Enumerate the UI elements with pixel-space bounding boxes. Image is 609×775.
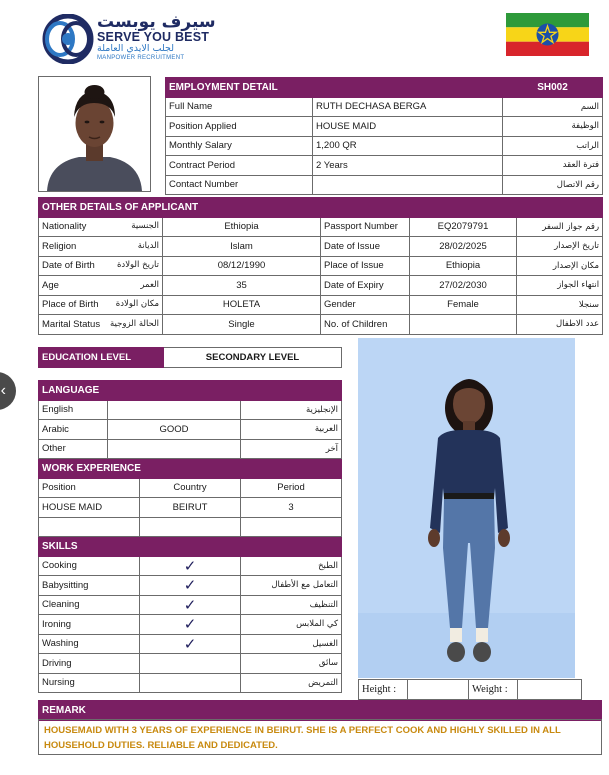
company-tagline-arabic: لجلب الايدي العاملة xyxy=(97,43,175,54)
column-header-country: Country xyxy=(140,478,241,498)
table-row xyxy=(39,673,342,693)
passport-number-value: EQ2079791 xyxy=(410,217,517,237)
work-position-cell xyxy=(39,517,140,537)
ethiopia-flag-icon xyxy=(506,13,589,56)
height-value xyxy=(408,680,469,700)
place-of-issue-value: Ethiopia xyxy=(410,256,517,276)
work-period-cell xyxy=(241,517,342,537)
table-row xyxy=(39,276,603,296)
date-of-birth-value: 08/12/1990 xyxy=(163,256,321,276)
education-level-value: SECONDARY LEVEL xyxy=(164,348,342,368)
company-logo xyxy=(40,14,96,64)
table-row xyxy=(39,498,342,518)
place-of-birth-value: HOLETA xyxy=(163,295,321,315)
field-label: Place of Issue xyxy=(321,256,410,276)
table-row xyxy=(39,517,342,537)
language-title: LANGUAGE xyxy=(39,381,342,401)
field-label: No. of Children xyxy=(321,315,410,335)
skill-label-arabic: التعامل مع الأطفال xyxy=(241,576,342,596)
gender-value: Female xyxy=(410,295,517,315)
position-value: HOUSE MAID xyxy=(313,117,503,137)
height-label: Height : xyxy=(359,680,408,700)
table-row xyxy=(39,295,603,315)
field-label-arabic: الديانة xyxy=(137,240,159,251)
field-label-arabic: العمر xyxy=(140,279,159,290)
table-row xyxy=(166,175,603,195)
field-label: Date of Issue xyxy=(321,237,410,257)
table-row xyxy=(39,400,342,420)
field-label-arabic: رقم جواز السفر xyxy=(517,217,603,237)
language-label: Arabic xyxy=(39,420,108,440)
table-row xyxy=(39,439,342,459)
weight-label: Weight : xyxy=(469,680,518,700)
work-country-cell: BEIRUT xyxy=(140,498,241,518)
salary-value: 1,200 QR xyxy=(313,136,503,156)
date-of-issue-value: 28/02/2025 xyxy=(410,237,517,257)
date-of-expiry-value: 27/02/2030 xyxy=(410,276,517,296)
language-label: English xyxy=(39,400,108,420)
language-label-arabic: آخر xyxy=(241,439,342,459)
field-label-arabic: مكان الإصدار xyxy=(517,256,603,276)
employment-detail-title: EMPLOYMENT DETAIL xyxy=(166,78,503,98)
skill-label-arabic: الغسيل xyxy=(241,634,342,654)
field-label-arabic: السم xyxy=(503,97,603,117)
table-row xyxy=(39,556,342,576)
remark-title: REMARK xyxy=(39,701,602,721)
field-label: Nationality xyxy=(42,221,87,233)
language-label: Other xyxy=(39,439,108,459)
checkmark-icon: ✓ xyxy=(183,596,197,614)
field-label-arabic: انتهاء الجواز xyxy=(517,276,603,296)
skill-check-empty xyxy=(140,673,241,693)
field-label-arabic: فترة العقد xyxy=(503,156,603,176)
work-period-cell: 3 xyxy=(241,498,342,518)
table-row xyxy=(39,217,603,237)
field-label: Date of Expiry xyxy=(321,276,410,296)
field-label: Date of Birth xyxy=(42,260,95,272)
age-value: 35 xyxy=(163,276,321,296)
skill-label: Babysitting xyxy=(39,576,140,596)
skill-label-arabic: التنظيف xyxy=(241,595,342,615)
company-name: SERVE YOU BEST xyxy=(97,30,210,44)
table-row xyxy=(39,634,342,654)
full-name-value: RUTH DECHASA BERGA xyxy=(313,97,503,117)
language-label-arabic: العربية xyxy=(241,420,342,440)
field-label: Passport Number xyxy=(321,217,410,237)
field-label: Age xyxy=(42,279,59,291)
field-label: Monthly Salary xyxy=(166,136,313,156)
work-experience-title: WORK EXPERIENCE xyxy=(39,459,342,479)
checkmark-icon: ✓ xyxy=(183,616,197,634)
applicant-code: SH002 xyxy=(503,78,603,98)
other-language-value xyxy=(108,439,241,459)
remark-text: HOUSEMAID WITH 3 YEARS OF EXPERIENCE IN BEIRUT. SHE IS A PERFECT COOK AND HIGHLY SKILLED IN ALL HOUSEHOLD DUTIES. RELIABLE AND DEDICATED. xyxy=(38,719,602,755)
field-label: Marital Status xyxy=(42,318,101,330)
skill-label-arabic: التمريض xyxy=(241,673,342,693)
nationality-value: Ethiopia xyxy=(163,217,321,237)
remark-header-table xyxy=(38,700,602,721)
table-row xyxy=(166,97,603,117)
skill-label: Cleaning xyxy=(39,595,140,615)
table-row xyxy=(166,136,603,156)
language-work-skills-table xyxy=(38,380,342,693)
company-name-arabic: سيرف يوبست xyxy=(97,12,216,32)
previous-page-button[interactable] xyxy=(0,372,16,410)
other-details-table xyxy=(38,197,603,335)
education-level-label: EDUCATION LEVEL xyxy=(39,348,164,368)
checkmark-icon: ✓ xyxy=(183,577,197,595)
table-row xyxy=(39,237,603,257)
field-label: Full Name xyxy=(166,97,313,117)
height-weight-table xyxy=(358,679,582,700)
checkmark-icon: ✓ xyxy=(183,635,197,653)
field-label: Contract Period xyxy=(166,156,313,176)
field-label-arabic: الجنسية xyxy=(131,221,159,232)
field-label: Religion xyxy=(42,240,77,252)
children-value xyxy=(410,315,517,335)
field-label: Position Applied xyxy=(166,117,313,137)
field-label-arabic: الراتب xyxy=(503,136,603,156)
table-row xyxy=(39,315,603,335)
table-row xyxy=(166,117,603,137)
field-label: Contact Number xyxy=(166,175,313,195)
field-label-arabic: سنجلا xyxy=(517,295,603,315)
skill-label: Nursing xyxy=(39,673,140,693)
field-label-arabic: رقم الاتصال xyxy=(503,175,603,195)
contact-number-value xyxy=(313,175,503,195)
skills-title: SKILLS xyxy=(39,537,241,557)
chevron-left-icon: ‹ xyxy=(0,382,6,399)
column-header-period: Period xyxy=(241,478,342,498)
table-row xyxy=(39,256,603,276)
marital-status-value: Single xyxy=(163,315,321,335)
employment-detail-table xyxy=(165,77,603,195)
arabic-level-value: GOOD xyxy=(108,420,241,440)
contract-period-value: 2 Years xyxy=(313,156,503,176)
table-header-row xyxy=(39,478,342,498)
religion-value: Islam xyxy=(163,237,321,257)
skill-label-arabic: الطبخ xyxy=(241,556,342,576)
skill-label-arabic: سائق xyxy=(241,654,342,674)
education-level-table xyxy=(38,347,342,368)
work-position-cell: HOUSE MAID xyxy=(39,498,140,518)
skill-label: Ironing xyxy=(39,615,140,635)
company-tagline: MANPOWER RECRUITMENT xyxy=(97,55,185,61)
table-row xyxy=(39,420,342,440)
field-label-arabic: تاريخ الإصدار xyxy=(517,237,603,257)
table-row xyxy=(166,156,603,176)
other-details-title: OTHER DETAILS OF APPLICANT xyxy=(39,198,603,218)
skill-label: Washing xyxy=(39,634,140,654)
field-label-arabic: الحالة الزوجية xyxy=(110,318,159,329)
field-label-arabic: مكان الولادة xyxy=(115,299,159,310)
skill-check-empty xyxy=(140,654,241,674)
skill-label: Driving xyxy=(39,654,140,674)
skill-label: Cooking xyxy=(39,556,140,576)
english-level-value xyxy=(108,400,241,420)
table-row xyxy=(39,654,342,674)
work-country-cell xyxy=(140,517,241,537)
table-row xyxy=(39,595,342,615)
language-label-arabic: الإنجليزية xyxy=(241,400,342,420)
applicant-portrait-photo xyxy=(38,76,151,192)
applicant-full-body-photo xyxy=(358,338,575,678)
skill-label-arabic: كي الملابس xyxy=(241,615,342,635)
table-row xyxy=(39,576,342,596)
checkmark-icon: ✓ xyxy=(183,557,197,575)
field-label-arabic: تاريخ الولادة xyxy=(116,260,159,271)
weight-value xyxy=(518,680,582,700)
field-label: Place of Birth xyxy=(42,299,99,311)
field-label-arabic: الوظيفة xyxy=(503,117,603,137)
field-label-arabic: عدد الاطفال xyxy=(517,315,603,335)
column-header-position: Position xyxy=(39,478,140,498)
field-label: Gender xyxy=(321,295,410,315)
table-row xyxy=(39,615,342,635)
